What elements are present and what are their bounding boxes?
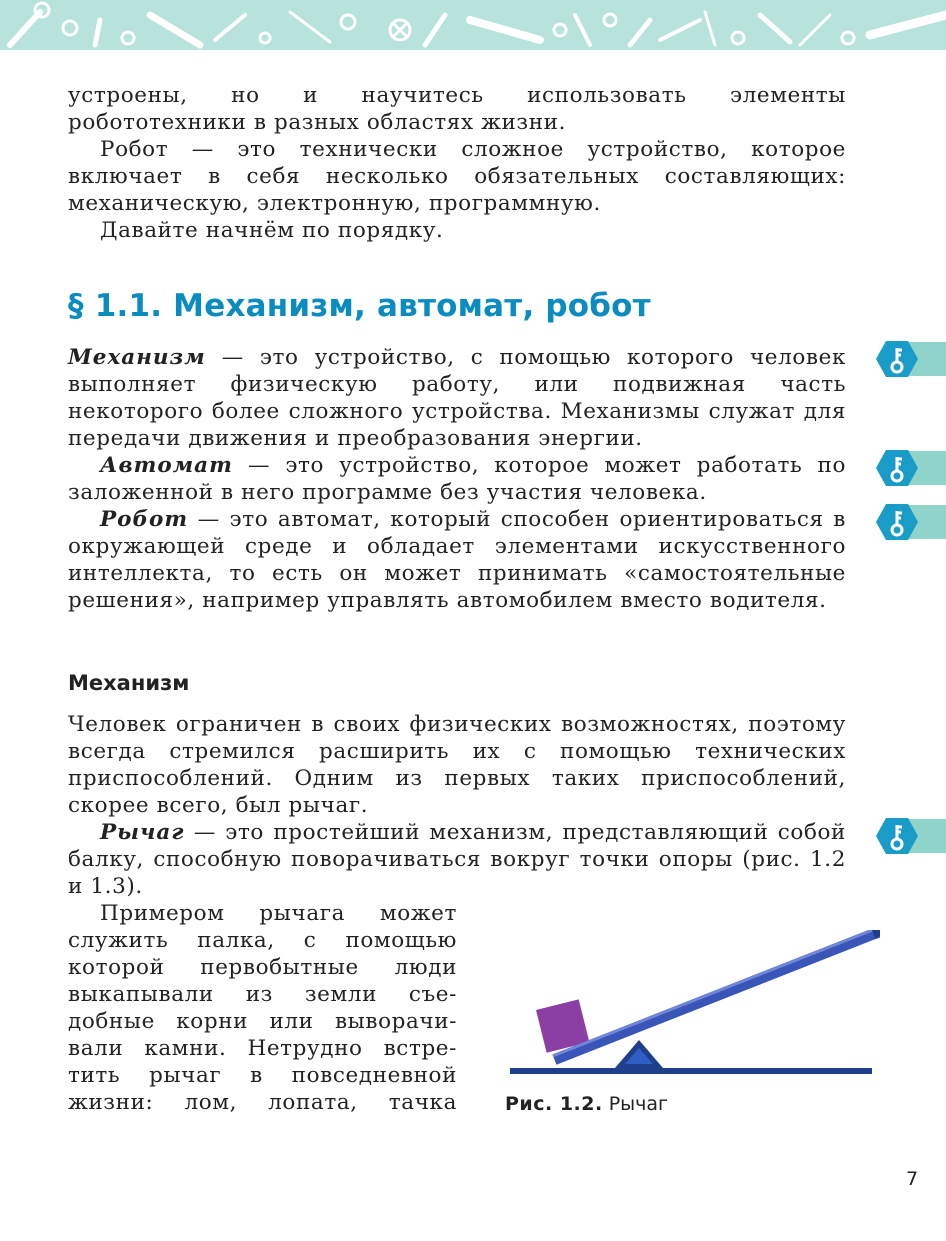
definition-mechanism (68, 344, 846, 452)
column-line: вали камни. Нетрудно встре- (68, 1036, 457, 1061)
definition-robot-text: — это автомат, который способен ориентироваться в окружающей среде и обладает элементами искусственного интеллекта, то есть он может принимать «самостоятельные решения», например управлять автомобилем вместо водителя. (68, 507, 846, 613)
term-robot: Робот (100, 507, 189, 532)
column-line: выкапывали из земли съе- (68, 982, 457, 1007)
column-line: которой первобытные люди (68, 955, 457, 980)
tools-banner (0, 0, 946, 62)
figure-label: Рычаг (608, 1093, 669, 1115)
column-line: тить рычаг в повседневной (68, 1063, 457, 1088)
section-title: § 1.1. Механизм, автомат, робот (68, 288, 651, 324)
key-icon (876, 817, 946, 855)
intro-paragraph-1: устроены, но и научитесь использовать элементы робототехники в разных областях жизни. (68, 83, 846, 135)
key-icon (876, 449, 946, 487)
column-line: Примером рычага может (100, 901, 457, 926)
definition-automaton-text: — это устройство, которое может работать по заложенной в него программе без участия человека. (68, 453, 846, 505)
definition-lever (68, 819, 846, 900)
lever-ground (510, 1068, 872, 1074)
definition-lever-text: — это простейший механизм, представляющий собой балку, способную поворачиваться вокруг точки опоры (рис. 1.2 и 1.3). (68, 820, 846, 899)
lever-example-column (68, 900, 457, 1116)
lever-beam (552, 930, 880, 1065)
lever-illustration (500, 930, 880, 1080)
key-icon (876, 503, 946, 541)
page-number: 7 (906, 1168, 919, 1190)
subsection-title: Механизм (68, 671, 190, 695)
subsection-paragraph: Человек ограничен в своих физических возможностях, поэтому всегда стремился расширить их с помощью технических приспособлений. Одним из первых таких приспособлений, скорее всего, был рычаг. (68, 712, 846, 818)
term-mechanism: Механизм (68, 345, 206, 370)
key-icon (876, 340, 946, 378)
intro-paragraph-3: Давайте начнём по порядку. (100, 218, 444, 243)
term-lever: Рычаг (100, 820, 185, 845)
definition-robot (68, 506, 846, 614)
column-line: жизни: лом, лопата, тачка (68, 1090, 457, 1115)
figure-number: Рис. 1.2. (505, 1093, 603, 1115)
column-line: служить палка, с помощью (68, 928, 457, 953)
column-line: добные корни или выворачи- (68, 1009, 457, 1034)
definition-mechanism-text: — это устройство, с помощью которого человек выполняет физическую работу, или подвижная часть некоторого более сложного устройства. Механизмы служат для передачи движения и преобразования энергии. (68, 345, 846, 451)
intro-paragraph-2: Робот — это технически сложное устройство, которое включает в себя несколько обязательных составляющих: механическую, электронную, программную. (68, 137, 846, 216)
definition-automaton (68, 452, 846, 506)
figure-caption (505, 1093, 668, 1115)
term-automaton: Автомат (100, 453, 233, 478)
